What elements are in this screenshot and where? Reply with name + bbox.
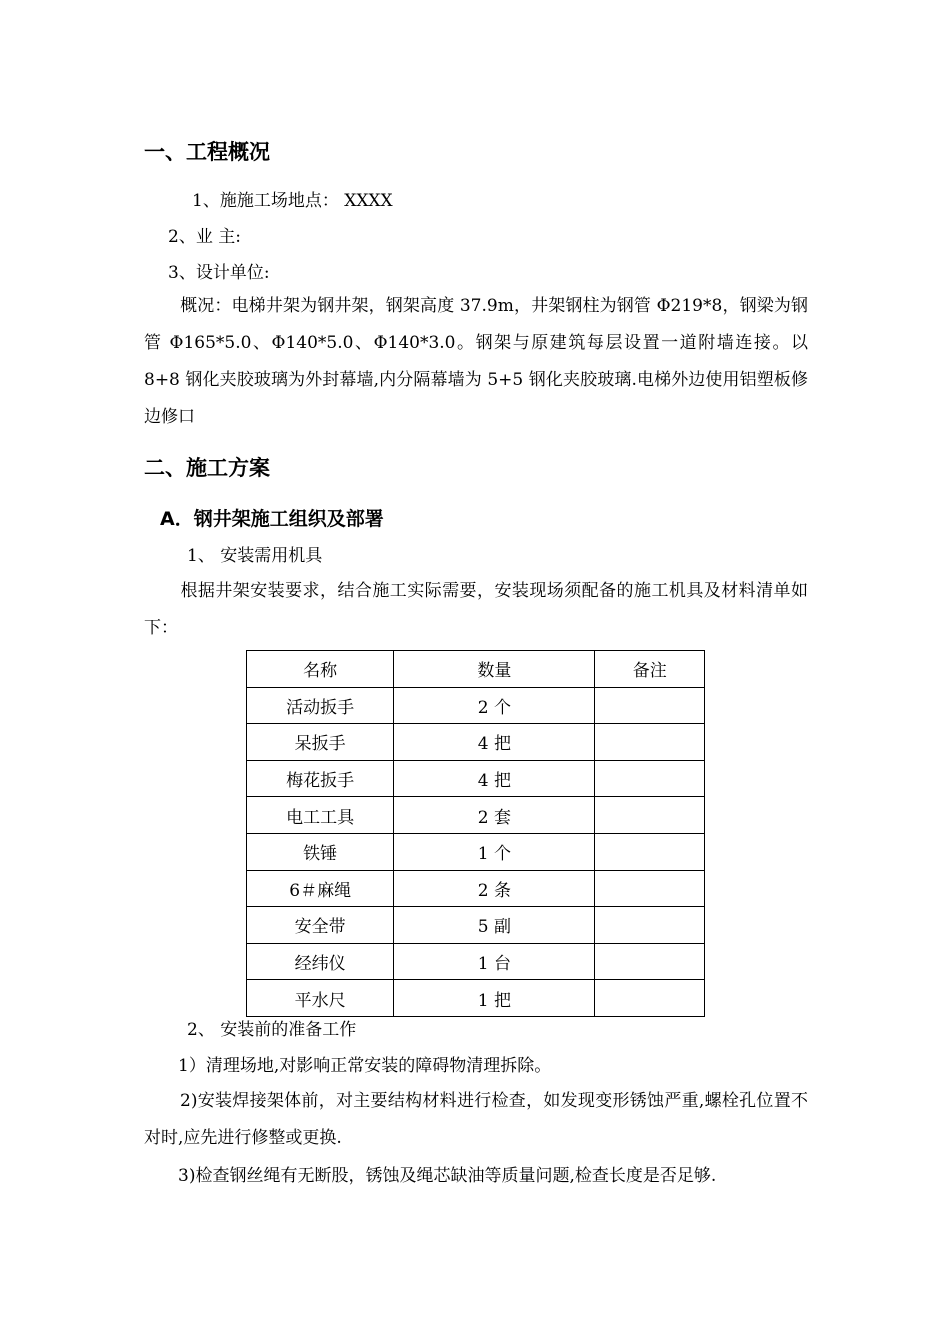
table-cell-remark [595, 687, 705, 724]
prep-item-2 [144, 1083, 808, 1157]
table-cell-remark [595, 870, 705, 907]
table-cell-name: 平水尺 [247, 980, 394, 1017]
table-row [247, 943, 705, 980]
table-header-name: 名称 [247, 651, 394, 688]
table-row [247, 760, 705, 797]
table-cell-name: 6＃麻绳 [247, 870, 394, 907]
design-unit-line: 3、设计单位: [168, 263, 270, 283]
table-cell-quantity: 4 把 [394, 760, 595, 797]
table-cell-quantity: 1 台 [394, 943, 595, 980]
owner-line: 2、业 主: [168, 227, 241, 247]
subsection-heading-a: A．钢井架施工组织及部署 [160, 508, 384, 530]
table-cell-name: 安全带 [247, 907, 394, 944]
table-cell-remark [595, 980, 705, 1017]
section-heading-plan: 二、施工方案 [144, 456, 270, 480]
table-cell-remark [595, 943, 705, 980]
table-cell-quantity: 2 个 [394, 687, 595, 724]
table-cell-quantity: 1 把 [394, 980, 595, 1017]
table-cell-remark [595, 760, 705, 797]
step-2-heading: 2、 安装前的准备工作 [187, 1020, 357, 1040]
table-cell-name: 铁锤 [247, 833, 394, 870]
prep-item-3: 3)检查钢丝绳有无断股，锈蚀及绳芯缺油等质量问题,检查长度是否足够. [178, 1166, 717, 1186]
overview-paragraph [144, 288, 808, 436]
table-cell-remark [595, 907, 705, 944]
overview-text: 概况：电梯井架为钢井架，钢架高度 37.9m，井架钢柱为钢管 Φ219*8，钢梁为钢管 Φ165*5.0、Φ140*5.0、Φ140*3.0。钢架与原建筑每层设置一道附墙连接。以 8+8 钢化夹胶玻璃为外封幕墙,内分隔幕墙为 5+5 钢化夹胶玻璃.电梯外边使用铝塑板修边修口 [144, 296, 808, 427]
table-row [247, 724, 705, 761]
table-header-quantity: 数量 [394, 651, 595, 688]
table-row [247, 687, 705, 724]
table-cell-remark [595, 833, 705, 870]
equipment-intro-text: 根据井架安装要求，结合施工实际需要，安装现场须配备的施工机具及材料清单如下： [144, 581, 808, 638]
table-cell-quantity: 2 套 [394, 797, 595, 834]
table-cell-name: 活动扳手 [247, 687, 394, 724]
table-cell-quantity: 4 把 [394, 724, 595, 761]
table-cell-remark [595, 797, 705, 834]
table-cell-quantity: 5 副 [394, 907, 595, 944]
table-cell-name: 电工工具 [247, 797, 394, 834]
step-1-heading: 1、 安装需用机具 [187, 546, 323, 566]
table-row [247, 907, 705, 944]
table-row [247, 833, 705, 870]
prep-item-1: 1）清理场地,对影响正常安装的障碍物清理拆除。 [178, 1056, 552, 1076]
table-header-row [247, 651, 705, 688]
equipment-intro [144, 573, 808, 647]
table-row [247, 870, 705, 907]
table-cell-name: 经纬仪 [247, 943, 394, 980]
table-header-remark: 备注 [595, 651, 705, 688]
table-cell-remark [595, 724, 705, 761]
table-cell-quantity: 2 条 [394, 870, 595, 907]
equipment-table [246, 650, 705, 1017]
table-cell-name: 梅花扳手 [247, 760, 394, 797]
table-cell-quantity: 1 个 [394, 833, 595, 870]
table-row [247, 980, 705, 1017]
table-cell-name: 呆扳手 [247, 724, 394, 761]
prep-item-2-text: 2)安装焊接架体前，对主要结构材料进行检查，如发现变形锈蚀严重,螺栓孔位置不对时,应先进行修整或更换. [144, 1091, 808, 1148]
table-row [247, 797, 705, 834]
site-location: 1、施施工场地点： XXXX [192, 191, 393, 211]
section-heading-overview: 一、工程概况 [144, 140, 270, 164]
